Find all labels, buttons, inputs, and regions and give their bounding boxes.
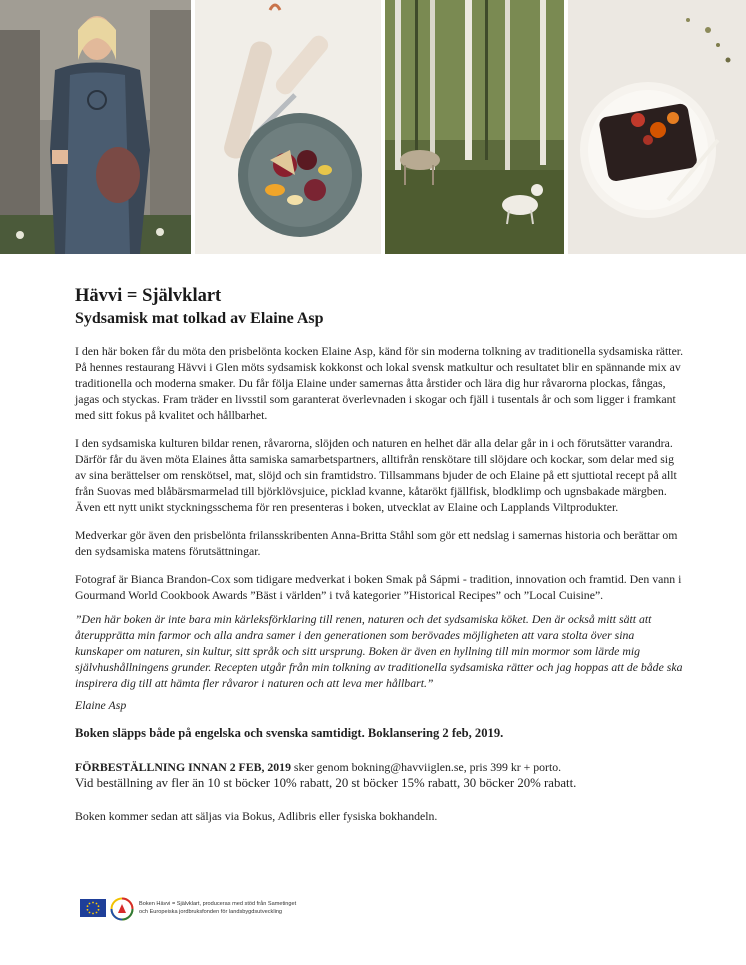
culture-paragraph: I den sydsamiska kulturen bildar renen, råvarorna, slöjden och naturen en helhet där alla delar går in i och förutsätter varandra. Därför får du även möta Elaines åtta samiska samarbetspartners, alltifrån renskötare till slöjdare och kockar, som delar med sig av sina berättelser om renskötsel, mat, slöjd och sin framtidstro. Tillsammans bjuder de och Elaine på ett sjuttiotal recept på allt från Suovas med blåbärsmarmelad till björklövsjuice, picklad kvanne, kåtarökt fjällfisk, blodklimp och ugnsbakade märgben. Även ett nytt unikt styckningsschema för ren presenteras i boken, utvecklat av Elaine och Lapplands Viltprodukter. — [75, 436, 677, 514]
preorder-deadline: FÖRBESTÄLLNING INNAN 2 FEB, 2019 — [75, 760, 291, 774]
funding-text — [139, 900, 379, 916]
intro-paragraph: I den här boken får du möta den prisbelönta kocken Elaine Asp, känd för sin moderna tolkning av traditionella sydsamiska rätter. På hennes restaurang Hävvi i Glen möts sydsamisk kokkonst och lokal svensk matkultur och resultatet blir en spännande mix av traditionella och moderna smaker. Du får följa Elaine under samernas åtta årstider och lära dig hur råvarorna plockas, fångas, jagas och styckas. Fram träder en livsstil som garanterat överlevnaden i skogar och fjäll i tusentals år och som ligger i framkant med sitt fokus på kvalitet och hållbarhet. — [75, 344, 684, 422]
preorder-details: sker genom bokning@havviiglen.se, pris 399 kr + porto. — [290, 760, 562, 774]
funding-text-line2: och Europeiska jordbruksfonden för landsbygdsutveckling — [139, 909, 283, 915]
funding-footer — [80, 897, 380, 923]
eu-flag-icon — [80, 899, 106, 917]
funding-text-line1: Boken Hävvi = Självklart, produceras med stöd från Sametinget — [139, 901, 297, 907]
photo-strip — [0, 0, 746, 254]
discount-info: Vid beställning av fler än 10 st böcker 10% rabatt, 20 st böcker 15% rabatt, 30 böcker 20% rabatt. — [75, 776, 577, 790]
release-info: Boken släpps både på engelska och svenska samtidigt. Boklansering 2 feb, 2019. — [75, 726, 504, 740]
quote-author: Elaine Asp — [75, 698, 127, 712]
chef-woman-with-apron-photo — [0, 0, 191, 254]
sametinget-logo-icon — [110, 897, 134, 921]
dark-bread-with-berries-photo — [568, 0, 746, 254]
chef-quote: ”Den här boken är inte bara min kärleksförklaring till renen, naturen och det sydsamiska köket. Den är också mitt sätt att återupprätta min farmor och alla andra samer i den generationen som berövades möjligheten att vara stolta över sina kunskaper om naturen, sin kultur, sitt språk och sitt ursprung. Boken är även en hyllning till min mormor som lärde mig självhushållningens grunder. Recepten utgår från min tolkning av traditionella sydsamiska rätter och jag hoppas att de både ska inspirera dig till att hämta fler råvaror i naturen och att leva mer hållbart.” — [75, 612, 683, 690]
photographer-paragraph: Fotograf är Bianca Brandon-Cox som tidigare medverkat i boken Smak på Sápmi - tradition, innovation och framtid. Den vann i Gourmand World Cookbook Awards ”Bäst i världen” i två kategorier ”Historical Recipes” och ”Local Cuisine”. — [75, 572, 682, 602]
sales-info: Boken kommer sedan att säljas via Bokus, Adlibris eller fysiska bokhandeln. — [75, 809, 438, 823]
article-content — [75, 284, 685, 836]
book-subtitle: Sydsamisk mat tolkad av Elaine Asp — [75, 310, 324, 327]
book-title: Hävvi = Självklart — [75, 286, 222, 306]
writer-paragraph: Medverkar gör även den prisbelönta frilansskribenten Anna-Britta Ståhl som gör ett nedslag i samernas historia och berättar om den sydsamiska matens förutsättningar. — [75, 528, 678, 558]
knife-and-plate-dish-photo — [195, 0, 381, 254]
preorder-info — [75, 759, 685, 791]
reindeer-in-forest-photo — [385, 0, 564, 254]
